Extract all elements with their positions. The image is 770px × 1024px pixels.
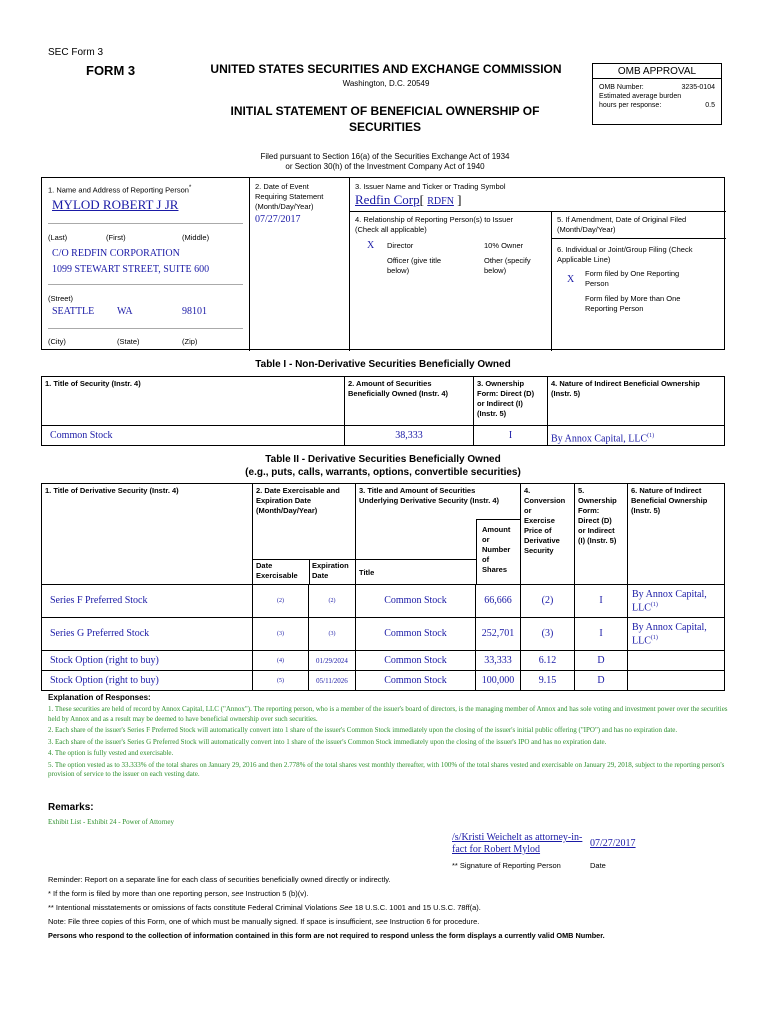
- middle-label: (Middle): [182, 233, 210, 242]
- table2-row-nature: By Annox Capital, LLC$^{(1)}$: [627, 584, 725, 618]
- table1-col1-header: 1. Title of Security (Instr. 4): [41, 376, 345, 426]
- remarks-text: Exhibit List - Exhibit 24 - Power of Attorney: [48, 818, 174, 826]
- table2-row-under-title: Common Stock: [355, 650, 476, 671]
- table2-row-expiration: (2): [308, 584, 356, 618]
- address-line-1: C/O REDFIN CORPORATION: [52, 248, 180, 259]
- explanation-section: [48, 693, 728, 782]
- explanation-note-4: 4. The option is fully vested and exercisable.: [48, 749, 174, 757]
- table2-row-price: 6.12: [520, 650, 575, 671]
- date-label: Date: [590, 861, 606, 870]
- director-checkmark[interactable]: X: [367, 240, 375, 251]
- zip-label: (Zip): [182, 337, 198, 346]
- main-title: UNITED STATES SECURITIES AND EXCHANGE COMMISSION: [210, 62, 562, 76]
- box4-label: 4. Relationship of Reporting Person(s) to Issuer (Check all applicable): [355, 215, 513, 234]
- footer-note-3: Note: File three copies of this Form, one of which must be manually signed. If space is insufficient, see Instruction 6 for procedure.: [48, 917, 480, 926]
- explanation-note-1: 1. These securities are held of record by Annox Capital, LLC ("Annox"). The reporting person, who is a member of the issuer's board of directors, is the managing member of Annox and has sole voting and investment power over the securities held by Annox and as a result may be deemed to have beneficial ownership over such securities.: [48, 705, 728, 723]
- state-value: WA: [117, 306, 133, 317]
- ten-percent-owner-label: 10% Owner: [484, 241, 524, 250]
- table2-row-amount: 100,000: [475, 670, 521, 691]
- table2-row-title: Stock Option (right to buy): [41, 650, 253, 671]
- sec-form-label: SEC Form 3: [48, 47, 104, 58]
- omb-number-value: 3235-0104: [681, 84, 715, 91]
- omb-approval-box: [592, 63, 722, 125]
- filed-note: [210, 152, 560, 172]
- table2-row-nature: By Annox Capital, LLC$^{(1)}$: [627, 617, 725, 651]
- signature-date: 07/27/2017: [590, 838, 636, 849]
- table1-row-nature: By Annox Capital, LLC$^{(1)}$: [547, 425, 725, 446]
- box6-label: 6. Individual or Joint/Group Filing (Check Applicable Line): [557, 245, 693, 264]
- table2-row-title: Series G Preferred Stock: [41, 617, 253, 651]
- location: Washington, D.C. 20549: [342, 79, 430, 88]
- more-persons-label: Form filed by More than One Reporting Person: [585, 294, 681, 313]
- table2-title: Table II - Derivative Securities Beneficially Owned (e.g., puts, calls, warrants, options, convertible securities): [245, 454, 521, 478]
- table2-row-exercisable: (4): [252, 650, 309, 671]
- table2-row-amount: 66,666: [475, 584, 521, 618]
- table2-row-amount: 252,701: [475, 617, 521, 651]
- statement-title: INITIAL STATEMENT OF BENEFICIAL OWNERSHIP OF SECURITIES: [230, 104, 540, 134]
- omb-hours-value: 0.5: [705, 102, 715, 109]
- table2-col6-header: 6. Nature of Indirect Beneficial Ownership (Instr. 5): [627, 483, 725, 585]
- explanation-note-5: 5. The option vested as to 33.333% of the total shares on January 29, 2016 and then 2.778% of the total shares vest monthly thereafter, with 100% of the total shares vested and exercisable on January 29, 2018, subject to the reporting person's provision of service to the issuer on each vesting date.: [48, 760, 725, 778]
- table2-col2-header: 2. Date Exercisable and Expiration Date (Month/Day/Year) Date Exercisable Expiration Date: [252, 483, 356, 585]
- table1-col2-header: 2. Amount of Securities Beneficially Owned (Instr. 4): [344, 376, 474, 426]
- footer-note-1: * If the form is filed by more than one reporting person, see Instruction 5 (b)(v).: [48, 889, 309, 898]
- officer-label: Officer (give title below): [387, 256, 442, 275]
- table2-row-title: Series F Preferred Stock: [41, 584, 253, 618]
- table2-col4-header: 4. Conversion or Exercise Price of Derivative Security: [520, 483, 575, 585]
- table2-row-under-title: Common Stock: [355, 670, 476, 691]
- table2-col5-header: 5. Ownership Form: Direct (D) or Indirect (I) (Instr. 5): [574, 483, 628, 585]
- explanation-title: Explanation of Responses:: [48, 693, 151, 702]
- table2-row-form: I: [574, 584, 628, 618]
- table2-row-form: I: [574, 617, 628, 651]
- table1-row-amount: 38,333: [344, 425, 474, 446]
- explanation-note-2: 2. Each share of the issuer's Series F Preferred Stock will automatically convert into 1 share of the issuer's Common Stock immediately upon the closing of the issuer's initial public offering ("IPO") and has no expiration date.: [48, 726, 678, 734]
- form-title: FORM 3: [86, 63, 136, 78]
- box3-label: 3. Issuer Name and Ticker or Trading Symbol: [355, 182, 506, 191]
- city-value: SEATTLE: [52, 306, 95, 317]
- one-person-checkmark[interactable]: X: [567, 274, 575, 285]
- footer-omb-notice: Persons who respond to the collection of information contained in this form are not required to respond unless the form displays a currently valid OMB Number.: [48, 931, 605, 940]
- one-person-label: Form filed by One Reporting Person: [585, 269, 680, 288]
- table2-row-nature: [627, 650, 725, 671]
- table2-row-price: 9.15: [520, 670, 575, 691]
- event-date: 07/27/2017: [255, 214, 301, 225]
- filed-line-1: Filed pursuant to Section 16(a) of the Securities Exchange Act of 1934: [260, 152, 510, 161]
- table2-row-price: (2): [520, 584, 575, 618]
- omb-burden-label: Estimated average burden: [599, 93, 682, 100]
- table2-row-amount: 33,333: [475, 650, 521, 671]
- explanation-note-3: 3. Each share of the issuer's Series G Preferred Stock will automatically convert into 1 share of the issuer's Common Stock immediately upon the closing of the issuer's IPO and has no expiration date.: [48, 737, 607, 746]
- omb-number-label: OMB Number:: [599, 84, 644, 91]
- reporting-info-section: [41, 177, 725, 350]
- table1-col4-header: 4. Nature of Indirect Beneficial Ownership (Instr. 5): [547, 376, 725, 426]
- box1-label: 1. Name and Address of Reporting Person*: [48, 184, 192, 195]
- other-label: Other (specify below): [484, 256, 531, 275]
- table2-row-exercisable: (3): [252, 617, 309, 651]
- table2-row-under-title: Common Stock: [355, 584, 476, 618]
- table2-row-expiration: 05/11/2026: [308, 670, 356, 691]
- table2-row-exercisable: (2): [252, 584, 309, 618]
- table2-row-form: D: [574, 670, 628, 691]
- table2-row-expiration: 01/29/2024: [308, 650, 356, 671]
- table1-row-form: I: [473, 425, 548, 446]
- table2-row-exercisable: (5): [252, 670, 309, 691]
- footer-reminder: Reminder: Report on a separate line for each class of securities beneficially owned directly or indirectly.: [48, 875, 391, 884]
- box5-label: 5. If Amendment, Date of Original Filed (Month/Day/Year): [557, 215, 687, 234]
- omb-hours-label: hours per response:: [599, 102, 662, 109]
- box2-label: 2. Date of Event Requiring Statement (Month/Day/Year): [255, 182, 324, 211]
- table2-row-nature: [627, 670, 725, 691]
- city-label: (City): [48, 337, 66, 346]
- issuer-name[interactable]: Redfin Corp[ RDFN ]: [355, 192, 462, 207]
- table2-col3-header: 3. Title and Amount of Securities Underlying Derivative Security (Instr. 4) Title Amount or Number of Shares: [355, 483, 521, 585]
- state-label: (State): [117, 337, 140, 346]
- first-label: (First): [106, 233, 126, 242]
- table2-row-title: Stock Option (right to buy): [41, 670, 253, 691]
- reporting-person-name[interactable]: MYLOD ROBERT J JR: [52, 197, 179, 212]
- table2-row-expiration: (3): [308, 617, 356, 651]
- director-label: Director: [387, 241, 414, 250]
- table2-row-price: (3): [520, 617, 575, 651]
- signature-label: ** Signature of Reporting Person: [452, 861, 561, 870]
- address-line-2: 1099 STEWART STREET, SUITE 600: [52, 264, 210, 275]
- omb-title: OMB APPROVAL: [593, 64, 721, 79]
- table1-title: Table I - Non-Derivative Securities Beneficially Owned: [255, 359, 511, 370]
- signature: /s/Kristi Weichelt as attorney-in-fact for Robert Mylod: [452, 832, 583, 855]
- table2-row-form: D: [574, 650, 628, 671]
- filed-line-2: or Section 30(h) of the Investment Company Act of 1940: [285, 162, 485, 171]
- last-label: (Last): [48, 233, 68, 242]
- table1-col3-header: 3. Ownership Form: Direct (D) or Indirect (I) (Instr. 5): [473, 376, 548, 426]
- table1-row-title: Common Stock: [41, 425, 345, 446]
- footer-note-2: ** Intentional misstatements or omissions of facts constitute Federal Criminal Violations See 18 U.S.C. 1001 and 15 U.S.C. 78ff(a).: [48, 903, 481, 912]
- table2-row-under-title: Common Stock: [355, 617, 476, 651]
- table2-col1-header: 1. Title of Derivative Security (Instr. 4): [41, 483, 253, 585]
- zip-value: 98101: [182, 306, 207, 317]
- remarks-title: Remarks:: [48, 802, 94, 813]
- street-label: (Street): [48, 294, 74, 303]
